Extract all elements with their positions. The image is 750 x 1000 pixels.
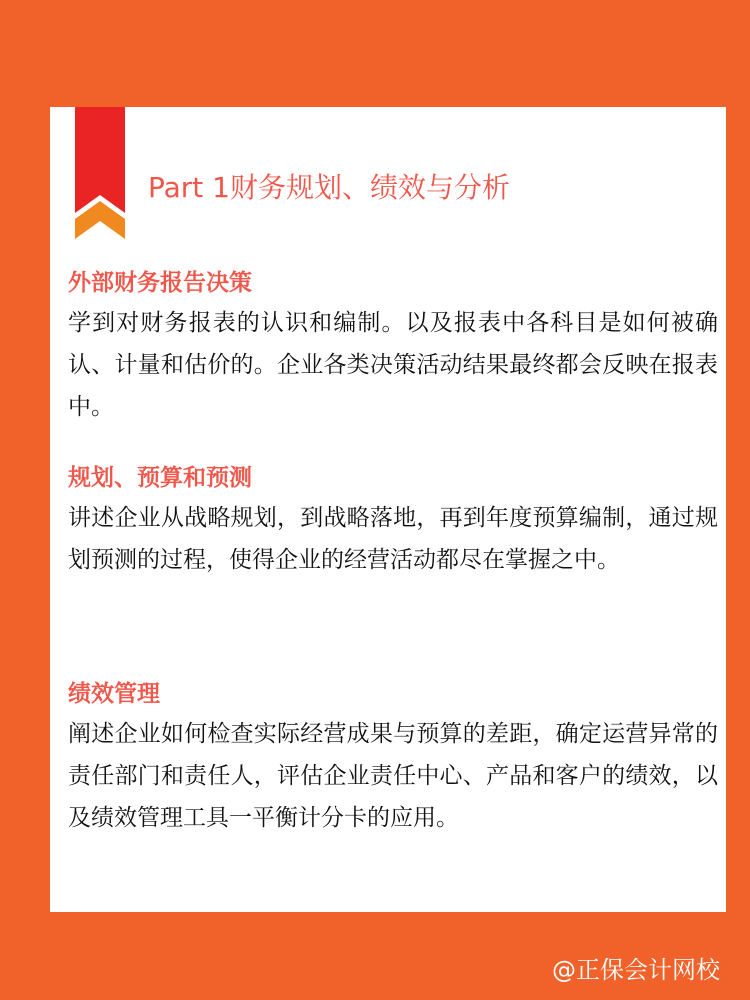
section-heading: 外部财务报告决策 <box>68 270 252 296</box>
section-body: 学到对财务报表的认识和编制。以及报表中各科目是如何被确认、计量和估价的。企业各类决策活动结果最终都会反映在报表中。 <box>68 310 718 420</box>
section-body: 讲述企业从战略规划，到战略落地，再到年度预算编制，通过规划预测的过程，使得企业的经营活动都尽在掌握之中。 <box>68 505 718 573</box>
section-performance-management <box>68 677 718 839</box>
section-heading: 绩效管理 <box>68 681 160 707</box>
section-financial-reporting <box>68 266 718 428</box>
section-planning-budgeting <box>68 461 718 581</box>
section-body: 阐述企业如何检查实际经营成果与预算的差距，确定运营异常的责任部门和责任人，评估企业责任中心、产品和客户的绩效，以及绩效管理工具一平衡计分卡的应用。 <box>68 721 718 831</box>
section-heading: 规划、预算和预测 <box>68 465 252 491</box>
watermark-text: @正保会计网校 <box>552 956 720 984</box>
ribbon-bookmark-icon <box>75 107 125 239</box>
page-title: Part 1财务规划、绩效与分析 <box>148 171 510 204</box>
